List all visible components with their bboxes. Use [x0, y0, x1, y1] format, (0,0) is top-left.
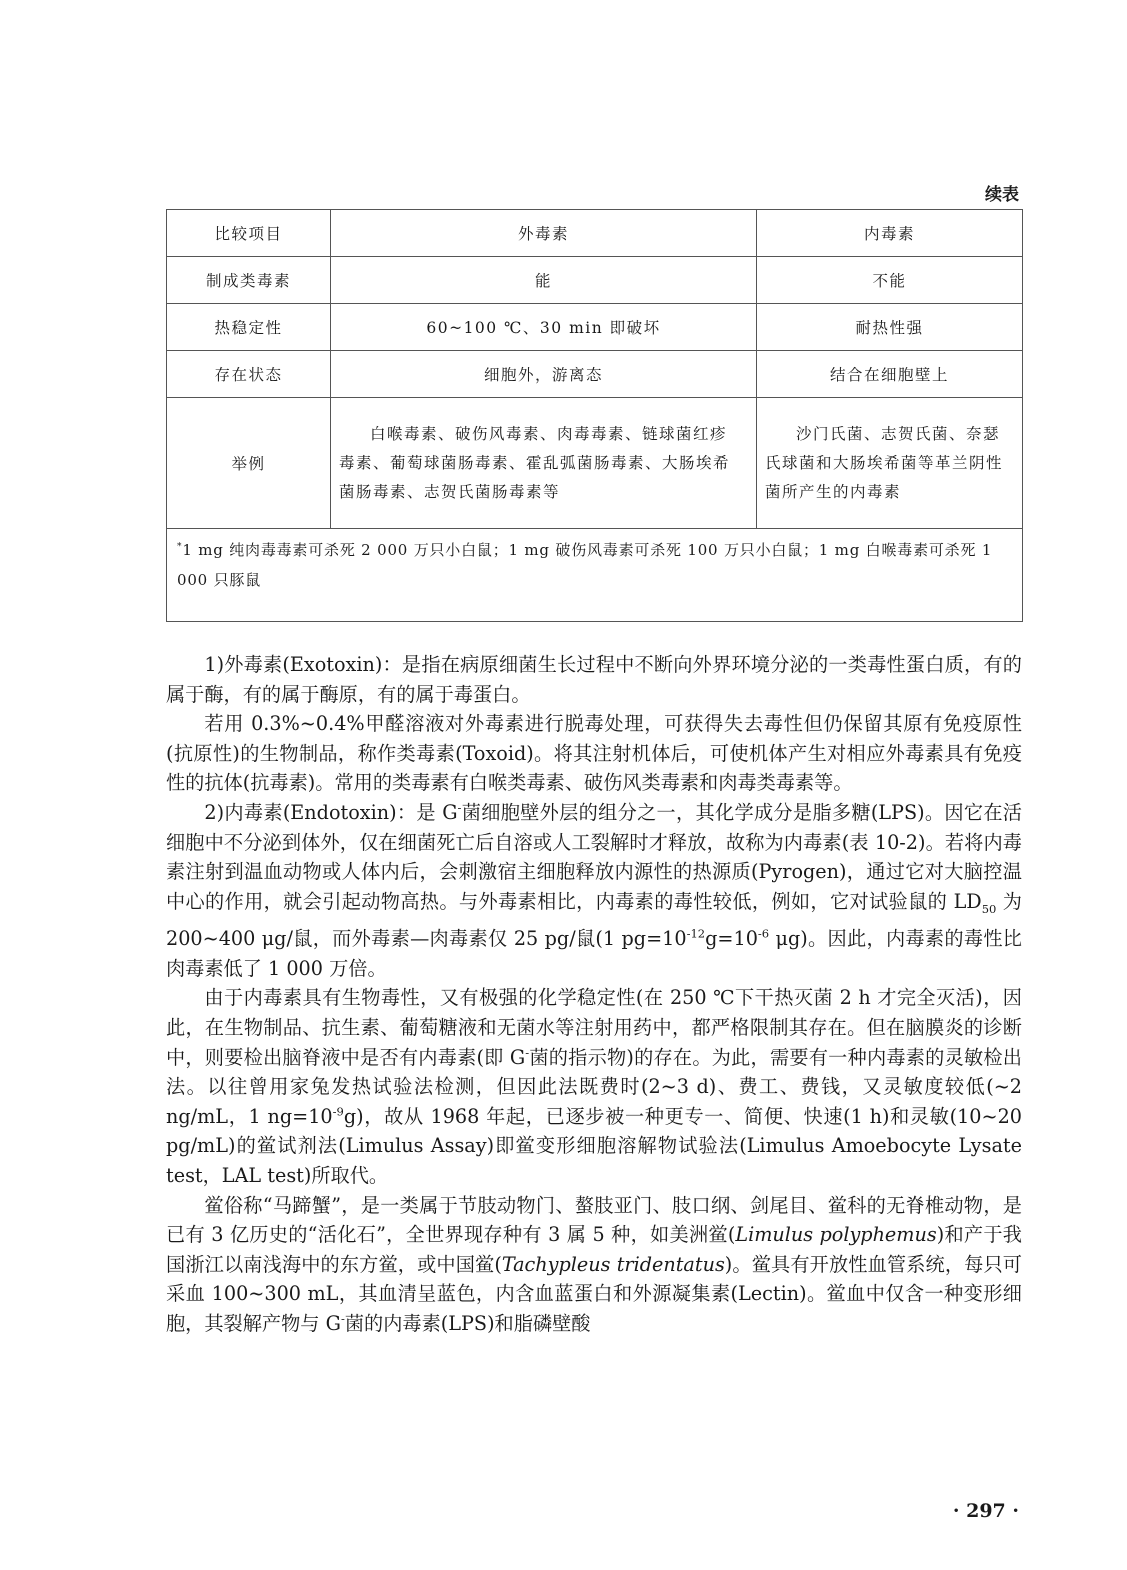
table-cell: 存在状态: [167, 351, 331, 398]
table-cell: 耐热性强: [757, 304, 1023, 351]
table-row-example: [167, 398, 1023, 529]
page-number: · 297 ·: [952, 1500, 1019, 1522]
note-mark: *: [177, 542, 183, 552]
table-cell: 能: [331, 257, 757, 304]
header-cell: 内毒素: [757, 210, 1023, 257]
header-cell: 外毒素: [331, 210, 757, 257]
example-exotoxin: 白喉毒素、破伤风毒素、肉毒毒素、链球菌红疹毒素、葡萄球菌肠毒素、霍乱弧菌肠毒素、大肠埃希菌肠毒素、志贺氏菌肠毒素等: [331, 398, 757, 529]
paragraph: 若用 0.3%~0.4%甲醛溶液对外毒素进行脱毒处理，可获得失去毒性但仍保留其原有免疫原性(抗原性)的生物制品，称作类毒素(Toxoid)。将其注射机体后，可使机体产生对相应外毒素具有免疫性的抗体(抗毒素)。常用的类毒素有白喉类毒素、破伤风类毒素和肉毒类毒素等。: [166, 712, 1022, 795]
body-text: [166, 650, 1022, 1338]
table-row: [167, 257, 1023, 304]
paragraph: 鲎俗称“马蹄蟹”，是一类属于节肢动物门、螯肢亚门、肢口纲、剑尾目、鲎科的无脊椎动物，是已有 3 亿历史的“活化石”，全世界现存种有 3 属 5 种，如美洲鲎(Limulus polyphemus)和产于我国浙江以南浅海中的东方鲎，或中国鲎(Tachypleus tridentatus)。鲎具有开放性血管系统，每只可采血 100~300 mL，其血清呈蓝色，内含血蓝蛋白和外源凝集素(Lectin)。鲎血中仅含一种变形细胞，其裂解产物与 G-菌的内毒素(LPS)和脂磷壁酸: [166, 1193, 1022, 1335]
table-row: [167, 351, 1023, 398]
table-cell: 细胞外，游离态: [331, 351, 757, 398]
table-note: [167, 529, 1023, 622]
table-note-row: [167, 529, 1023, 622]
table-cell: 举例: [167, 398, 331, 529]
paragraph: 2)内毒素(Endotoxin)：是 G-菌细胞壁外层的组分之一，其化学成分是脂多糖(LPS)。因它在活细胞中不分泌到体外，仅在细菌死亡后自溶或人工裂解时才释放，故称为内毒素(表 10-2)。若将内毒素注射到温血动物或人体内后，会刺激宿主细胞释放内源性的热源质(Pyrogen)，通过它对大脑控温中心的作用，就会引起动物高热。与外毒素相比，内毒素的毒性较低，例如，它对试验鼠的 $LD_{50}$ 为 200~400 μg/鼠，而外毒素—肉毒素仅 25 pg/鼠(1 $pg=10^{-12}g=10^{-6}$ μg)。因此，内毒素的毒性比肉毒素低了 1 000 万倍。: [166, 800, 1022, 980]
paragraph: 由于内毒素具有生物毒性，又有极强的化学稳定性(在 250 ℃下干热灭菌 2 h 才完全灭活)，因此，在生物制品、抗生素、葡萄糖液和无菌水等注射用药中，都严格限制其存在。但在脑膜炎的诊断中，则要检出脑脊液中是否有内毒素(即 G-菌的指示物)的存在。为此，需要有一种内毒素的灵敏检出法。以往曾用家兔发热试验法检测，但因此法既费时(2~3 d)、费工、费钱，又灵敏度较低(~2 ng/mL，1 $ng=10^{-9}g$)，故从 1968 年起，已逐步被一种更专一、简便、快速(1 h)和灵敏(10~20 pg/mL)的鲎试剂法(Limulus Assay)即鲎变形细胞溶解物试验法(Limulus Amoebocyte Lysate test，LAL test)所取代。: [166, 986, 1023, 1187]
table-cell: 结合在细胞壁上: [757, 351, 1023, 398]
header-cell: 比较项目: [167, 210, 331, 257]
example-endotoxin: 沙门氏菌、志贺氏菌、奈瑟氏球菌和大肠埃希菌等革兰阴性菌所产生的内毒素: [757, 398, 1023, 529]
table-row: [167, 304, 1023, 351]
continued-label: 续表: [985, 185, 1019, 205]
table-cell: 热稳定性: [167, 304, 331, 351]
table-cell: 60~100 ℃、30 min 即破坏: [331, 304, 757, 351]
note-text: 1 mg 纯肉毒毒素可杀死 2 000 万只小白鼠；1 mg 破伤风毒素可杀死 100 万只小白鼠；1 mg 白喉毒素可杀死 1 000 只豚鼠: [177, 541, 993, 589]
table-header-row: [167, 210, 1023, 257]
comparison-table: [166, 209, 1023, 622]
paragraph: 1)外毒素(Exotoxin)：是指在病原细菌生长过程中不断向外界环境分泌的一类毒性蛋白质，有的属于酶，有的属于酶原，有的属于毒蛋白。: [166, 653, 1022, 706]
table-cell: 制成类毒素: [167, 257, 331, 304]
table-cell: 不能: [757, 257, 1023, 304]
